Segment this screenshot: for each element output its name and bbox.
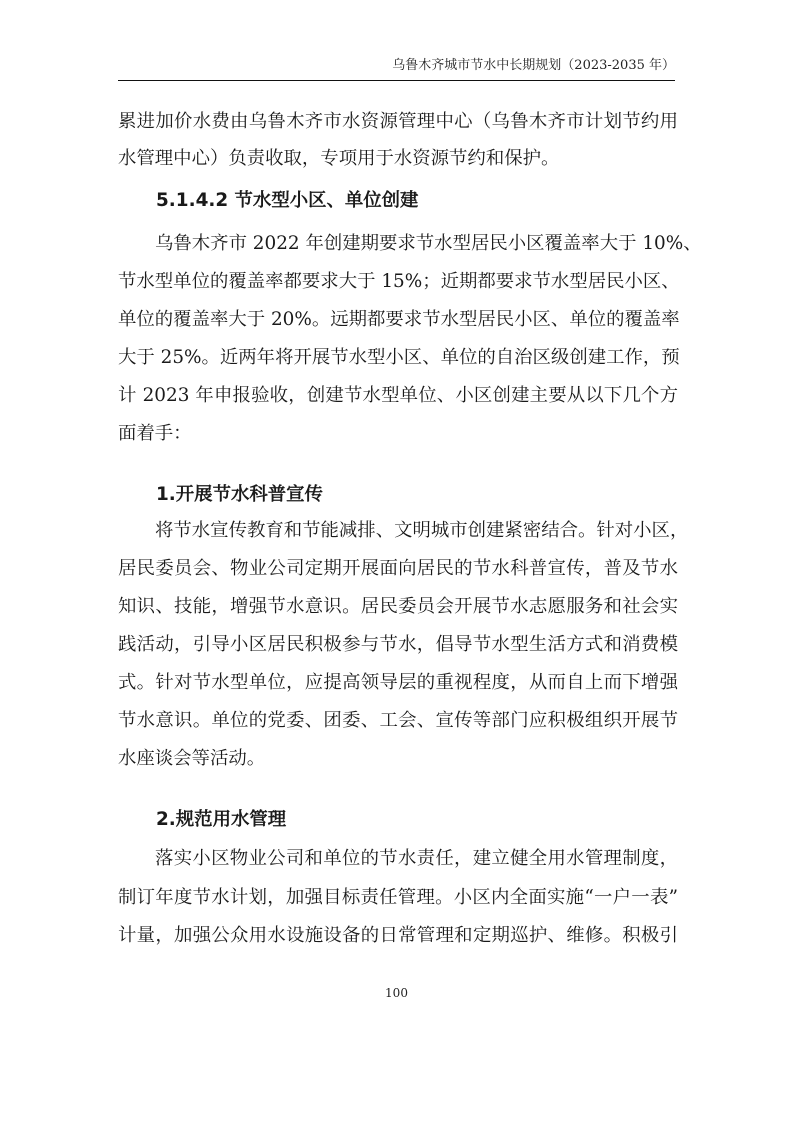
- para3-line-4: 践活动，引导小区居民积极参与节水，倡导节水型生活方式和消费模: [118, 634, 678, 655]
- para3-line-3: 知识、技能，增强节水意识。居民委员会开展节水志愿服务和社会实: [118, 596, 678, 617]
- para2-line-3: 单位的覆盖率大于 20%。远期都要求节水型居民小区、单位的覆盖率: [118, 309, 680, 330]
- running-header: 乌鲁木齐城市节水中长期规划（2023-2035 年）: [392, 58, 675, 73]
- para3-line-5: 式。针对节水型单位，应提高领导层的重视程度，从而自上而下增强: [118, 672, 678, 693]
- para3-line-6: 节水意识。单位的党委、团委、工会、宣传等部门应积极组织开展节: [118, 710, 678, 731]
- section-heading: 5.1.4.2 节水型小区、单位创建: [156, 190, 419, 211]
- heading-1: 1.开展节水科普宣传: [156, 484, 323, 505]
- para3-line-1: 将节水宣传教育和节能减排、文明城市创建紧密结合。针对小区，: [155, 520, 689, 541]
- para3-line-2: 居民委员会、物业公司定期开展面向居民的节水科普宣传，普及节水: [118, 558, 678, 579]
- page-number: 100: [385, 986, 408, 1000]
- heading-2: 2.规范用水管理: [156, 809, 287, 830]
- para2-line-5: 计 2023 年申报验收，创建节水型单位、小区创建主要从以下几个方: [118, 385, 678, 406]
- para4-line-1: 落实小区物业公司和单位的节水责任，建立健全用水管理制度，: [155, 848, 678, 869]
- para3-line-7: 水座谈会等活动。: [118, 748, 266, 769]
- para1-line-1: 累进加价水费由乌鲁木齐市水资源管理中心（乌鲁木齐市计划节约用: [118, 111, 678, 132]
- para4-line-3: 计量，加强公众用水设施设备的日常管理和定期巡护、维修。积极引: [118, 925, 678, 946]
- para2-line-6: 面着手：: [118, 423, 192, 444]
- para4-line-2: 制订年度节水计划，加强目标责任管理。小区内全面实施“一户一表”: [118, 887, 678, 908]
- para1-line-2: 水管理中心）负责收取，专项用于水资源节约和保护。: [118, 148, 560, 169]
- header-divider: [118, 80, 675, 81]
- para2-line-2: 节水型单位的覆盖率都要求大于 15%；近期都要求节水型居民小区、: [118, 271, 680, 292]
- para2-line-1: 乌鲁木齐市 2022 年创建期要求节水型居民小区覆盖率大于 10%、: [155, 233, 702, 254]
- para2-line-4: 大于 25%。近两年将开展节水型小区、单位的自治区级创建工作，预: [118, 347, 680, 368]
